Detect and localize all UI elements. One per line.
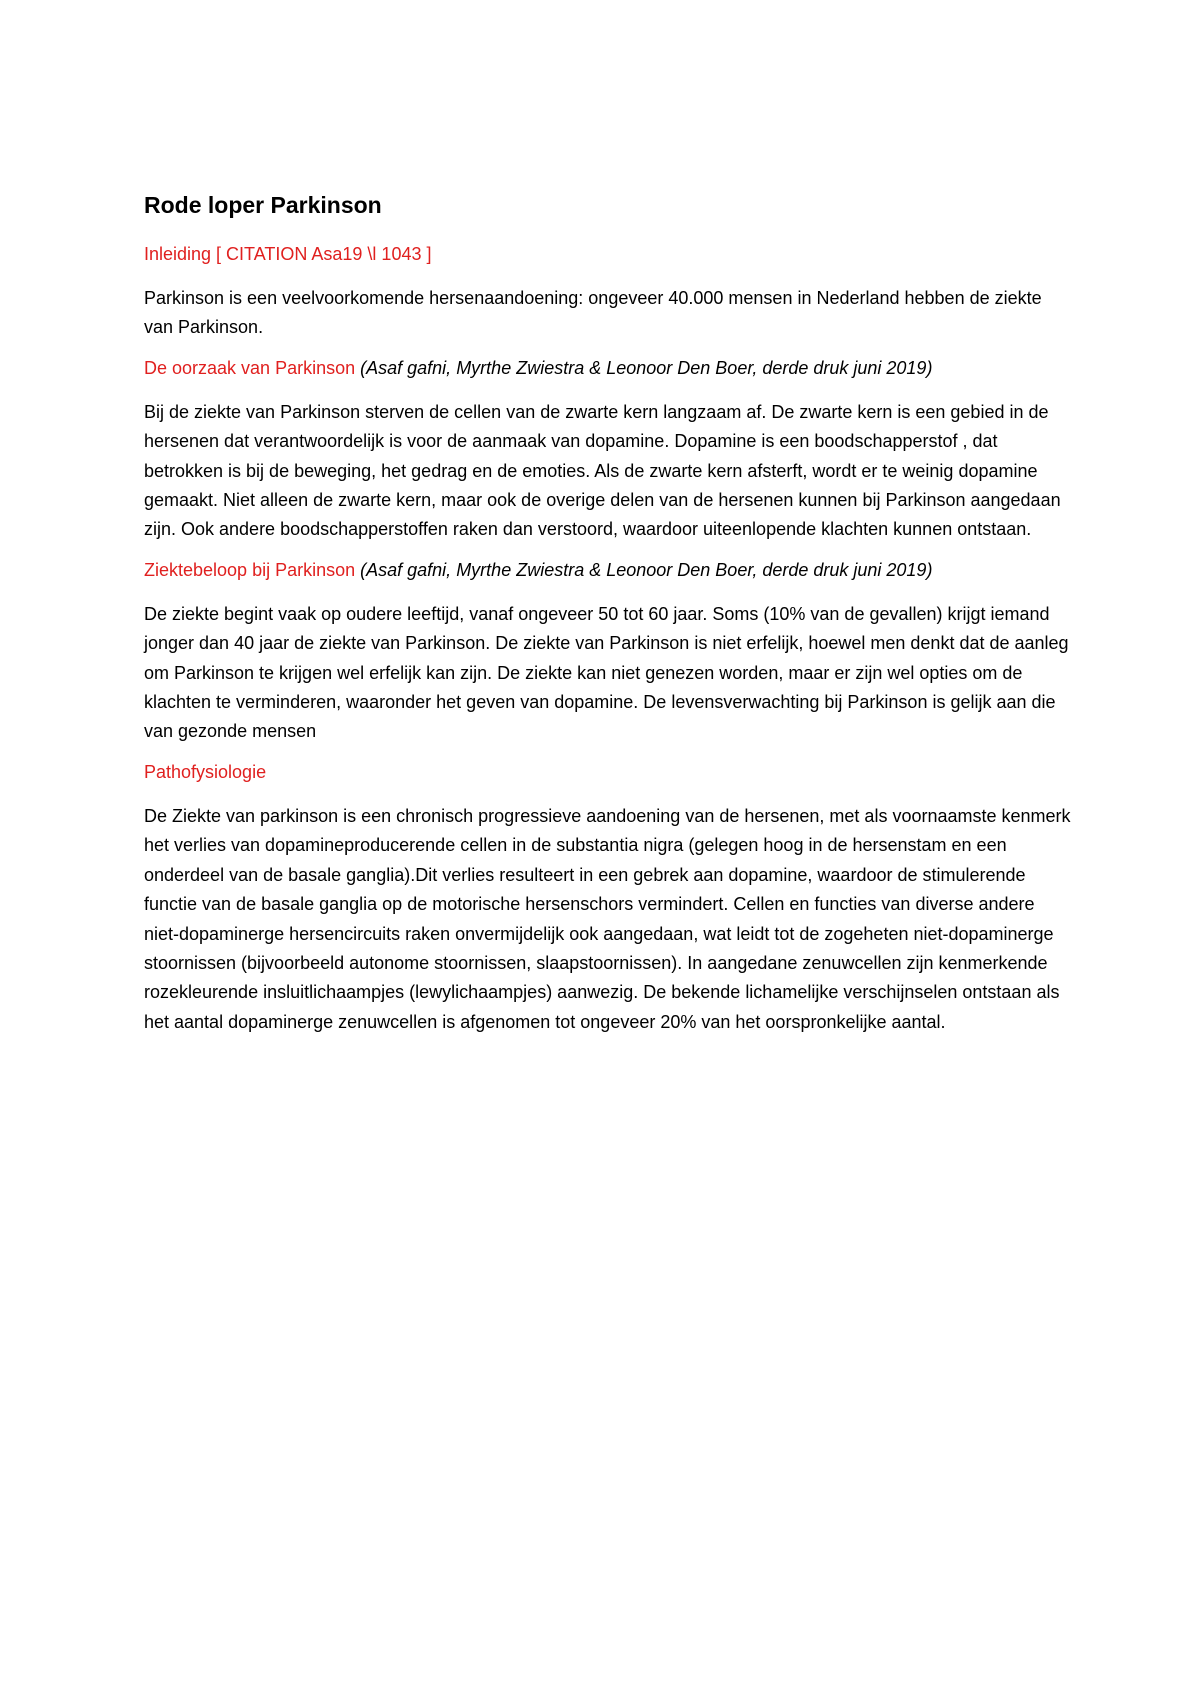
section-heading-text: Inleiding [ CITATION Asa19 \l 1043 ] [144,244,432,264]
section-body: De Ziekte van parkinson is een chronisch progressieve aandoening van de hersenen, met als voornaamste kenmerk het verlies van dopamineproducerende cellen in de substantia nigra (gelegen hoog in de hersenstam en een onderdeel van de basale ganglia).Dit verlies resulteert in een gebrek aan dopamine, waardoor de stimulerende functie van de basale ganglia op de motorische hersenschors vermindert. Cellen en functies van diverse andere niet-dopaminerge hersencircuits raken onvermijdelijk ook aangedaan, wat leidt tot de zogeheten niet-dopaminerge stoornissen (bijvoorbeeld autonome stoornissen, slaapstoornissen). In aangedane zenuwcellen zijn kenmerkende rozekleurende insluitlichaampjes (lewylichaampjes) aanwezig. De bekende lichamelijke verschijnselen ontstaan als het aantal dopaminerge zenuwcellen is afgenomen tot ongeveer 20% van het oorspronkelijke aantal. [144,805,1071,1032]
section-citation: (Asaf gafni, Myrthe Zwiestra & Leonoor Den Boer, derde druk juni 2019) [360,357,933,378]
section-body: Bij de ziekte van Parkinson sterven de cellen van de zwarte kern langzaam af. De zwarte kern is een gebied in de hersenen dat verantwoordelijk is voor de aanmaak van dopamine. Dopamine is een boodschapperstof , dat betrokken is bij de beweging, het gedrag en de emoties. Als de zwarte kern afsterft, wordt er te weinig dopamine gemaakt. Niet alleen de zwarte kern, maar ook de overige delen van de hersenen kunnen bij Parkinson aangedaan zijn. Ook andere boodschapperstoffen raken dan verstoord, waardoor uiteenlopende klachten kunnen ontstaan. [144,401,1061,540]
section-heading-text: Ziektebeloop bij Parkinson [144,559,356,580]
section-heading [144,356,1074,380]
section-heading-text: Pathofysiologie [144,761,267,782]
section-body: Parkinson is een veelvoorkomende hersenaandoening: ongeveer 40.000 mensen in Nederland hebben de ziekte van Parkinson. [144,288,1042,338]
section-ziektebeloop [144,558,1074,747]
document-page [144,190,1074,1050]
section-inleiding [144,242,1074,343]
document-title: Rode loper Parkinson [144,192,382,218]
section-citation: (Asaf gafni, Myrthe Zwiestra & Leonoor Den Boer, derde druk juni 2019) [360,559,933,580]
section-oorzaak [144,356,1074,545]
section-heading [144,558,1074,582]
section-body: De ziekte begint vaak op oudere leeftijd, vanaf ongeveer 50 tot 60 jaar. Soms (10% van de gevallen) krijgt iemand jonger dan 40 jaar de ziekte van Parkinson. De ziekte van Parkinson is niet erfelijk, hoewel men denkt dat de aanleg om Parkinson te krijgen wel erfelijk kan zijn. De ziekte kan niet genezen worden, maar er zijn wel opties om de klachten te verminderen, waaronder het geven van dopamine. De levensverwachting bij Parkinson is gelijk aan die van gezonde mensen [144,603,1069,742]
section-heading-text: De oorzaak van Parkinson [144,357,356,378]
section-heading [144,760,1074,784]
section-pathofysiologie [144,760,1074,1037]
section-heading [144,242,1074,266]
